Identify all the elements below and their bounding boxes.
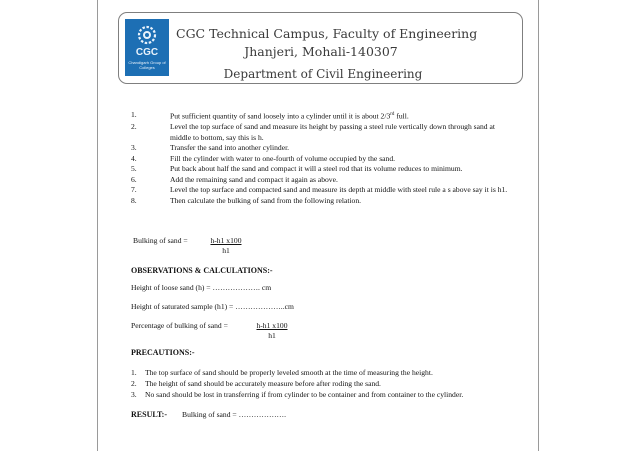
list-item: [98, 110, 538, 122]
item-number: 2.: [131, 379, 137, 388]
institution-address: Jhanjeri, Mohali-140307: [244, 44, 398, 59]
loose-sand-height: Height of loose sand (h) = ………………. cm: [131, 283, 272, 292]
step-text: Transfer the sand into another cylinder.: [170, 143, 290, 153]
step-text: Level the top surface and compacted sand and measure its depth at middle with steel rule a s above say it is h1.: [170, 185, 508, 195]
list-item: [131, 378, 531, 389]
step-text: Then calculate the bulking of sand from the following relation.: [170, 195, 362, 205]
step-number: 6.: [131, 174, 137, 184]
list-item: [98, 175, 538, 186]
list-item: [98, 196, 538, 207]
list-item: [131, 367, 531, 378]
step-text: Put back about half the sand and compact it will a steel rod that its volume reduces to minimum.: [170, 164, 463, 174]
bulking-formula-fraction: [202, 236, 250, 256]
gear-emblem-icon: [131, 22, 163, 48]
department-name: Department of Civil Engineering: [223, 67, 423, 81]
step-number: 4.: [131, 153, 137, 163]
step-text: Level the top surface of sand and measure its height by passing a steel rule vertically down through sand at middle to bottom, say this is h.: [170, 122, 495, 142]
item-text: No sand should be lost in transferring if from cylinder to be container and from container to the cylinder.: [145, 390, 464, 399]
percentage-bulking-fraction: [248, 321, 296, 341]
precautions-heading: PRECAUTIONS:-: [131, 348, 195, 357]
formula-numerator: h-h1 x100: [256, 321, 288, 330]
step-number: 2.: [131, 122, 137, 132]
logo-abbreviation: CGC: [135, 47, 159, 58]
bulking-formula-label: Bulking of sand =: [133, 236, 188, 245]
step-number: 5.: [131, 164, 137, 174]
document-page: [97, 0, 539, 451]
list-item: [98, 122, 538, 143]
college-logo: [125, 19, 169, 76]
formula-denominator: h1: [268, 331, 276, 340]
step-number: 8.: [131, 195, 137, 205]
list-item: [98, 143, 538, 154]
step-text: Fill the cylinder with water to one-fourth of volume occupied by the sand.: [170, 153, 396, 163]
list-item: [98, 164, 538, 175]
logo-subtitle: Chandigarh Group of Colleges: [128, 60, 166, 70]
step-number: 1.: [131, 110, 137, 119]
institution-name: CGC Technical Campus, Faculty of Engineering: [176, 26, 478, 41]
step-text: Add the remaining sand and compact it again as above.: [170, 174, 338, 184]
formula-numerator: h-h1 x100: [210, 236, 242, 245]
saturated-sample-height: Height of saturated sample (h1) = ………………..cm: [131, 302, 294, 311]
list-item: [98, 185, 538, 196]
item-number: 1.: [131, 368, 137, 377]
procedure-list: [98, 110, 538, 206]
result-text: Bulking of sand = ……………….: [182, 410, 287, 419]
result-label: RESULT:-: [131, 410, 168, 419]
precautions-list: [131, 367, 531, 400]
item-number: 3.: [131, 390, 137, 399]
item-text: The height of sand should be accurately measure before after roding the sand.: [145, 379, 381, 388]
observations-heading: OBSERVATIONS & CALCULATIONS:-: [131, 266, 273, 275]
list-item: [131, 389, 531, 400]
percentage-bulking-label: Percentage of bulking of sand =: [131, 321, 228, 330]
step-number: 3.: [131, 143, 137, 153]
item-text: The top surface of sand should be properly leveled smooth at the time of measuring the height.: [145, 368, 433, 377]
formula-denominator: h1: [222, 246, 230, 255]
step-number: 7.: [131, 185, 137, 195]
list-item: [98, 154, 538, 165]
step-text: Put sufficient quantity of sand loosely into a cylinder until it is about 2/3rd full.: [170, 111, 409, 121]
